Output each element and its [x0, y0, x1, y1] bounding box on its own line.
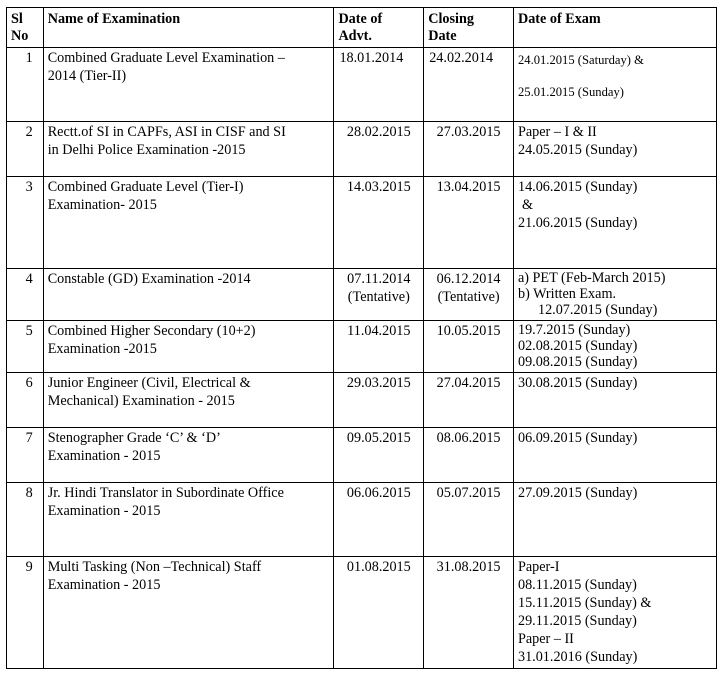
cell-closing-date: 27.03.2015: [424, 122, 514, 177]
header-closing-date: Closing Date: [424, 8, 514, 48]
cell-exam-name: Jr. Hindi Translator in Subordinate Office Examination - 2015: [43, 483, 334, 557]
cell-advt-date: 06.06.2015: [334, 483, 424, 557]
cell-sl-no: 5: [7, 321, 44, 373]
cell-exam-date: Paper – I & II 24.05.2015 (Sunday): [513, 122, 716, 177]
table-row: [7, 48, 717, 122]
table-row: [7, 122, 717, 177]
exam-schedule-table: [6, 7, 717, 669]
header-sl-no: Sl No: [7, 8, 44, 48]
cell-exam-date: 24.01.2015 (Saturday) & 25.01.2015 (Sunday): [513, 48, 716, 122]
cell-advt-date: 29.03.2015: [334, 373, 424, 428]
cell-exam-name: Stenographer Grade ‘C’ & ‘D’ Examination - 2015: [43, 428, 334, 483]
cell-exam-name: Multi Tasking (Non –Technical) Staff Examination - 2015: [43, 557, 334, 669]
cell-sl-no: 1: [7, 48, 44, 122]
cell-advt-date: 01.08.2015: [334, 557, 424, 669]
table-row: [7, 373, 717, 428]
cell-exam-name: Combined Higher Secondary (10+2) Examination -2015: [43, 321, 334, 373]
header-date-of-advt: Date of Advt.: [334, 8, 424, 48]
cell-advt-date: 18.01.2014: [334, 48, 424, 122]
cell-exam-date: 30.08.2015 (Sunday): [513, 373, 716, 428]
cell-sl-no: 7: [7, 428, 44, 483]
cell-exam-date: a) PET (Feb-March 2015) b) Written Exam. 12.07.2015 (Sunday): [513, 269, 716, 321]
header-name-of-examination: Name of Examination: [43, 8, 334, 48]
cell-exam-name: Combined Graduate Level (Tier-I) Examination- 2015: [43, 177, 334, 269]
cell-exam-date: 06.09.2015 (Sunday): [513, 428, 716, 483]
cell-exam-name: Junior Engineer (Civil, Electrical & Mechanical) Examination - 2015: [43, 373, 334, 428]
table-row: [7, 557, 717, 669]
table-row: [7, 483, 717, 557]
cell-exam-date: 19.7.2015 (Sunday) 02.08.2015 (Sunday) 09.08.2015 (Sunday): [513, 321, 716, 373]
cell-closing-date: 06.12.2014 (Tentative): [424, 269, 514, 321]
cell-closing-date: 10.05.2015: [424, 321, 514, 373]
table-row: [7, 177, 717, 269]
cell-sl-no: 9: [7, 557, 44, 669]
cell-closing-date: 05.07.2015: [424, 483, 514, 557]
cell-exam-name: Constable (GD) Examination -2014: [43, 269, 334, 321]
cell-sl-no: 6: [7, 373, 44, 428]
cell-closing-date: 27.04.2015: [424, 373, 514, 428]
cell-exam-name: Combined Graduate Level Examination – 2014 (Tier-II): [43, 48, 334, 122]
cell-closing-date: 24.02.2014: [424, 48, 514, 122]
cell-advt-date: 14.03.2015: [334, 177, 424, 269]
cell-closing-date: 31.08.2015: [424, 557, 514, 669]
table-row: [7, 269, 717, 321]
cell-sl-no: 2: [7, 122, 44, 177]
table-row: [7, 428, 717, 483]
cell-closing-date: 08.06.2015: [424, 428, 514, 483]
cell-exam-name: Rectt.of SI in CAPFs, ASI in CISF and SI in Delhi Police Examination -2015: [43, 122, 334, 177]
cell-exam-date: Paper-I 08.11.2015 (Sunday) 15.11.2015 (Sunday) & 29.11.2015 (Sunday) Paper – II 31.01.2016 (Sunday): [513, 557, 716, 669]
cell-sl-no: 4: [7, 269, 44, 321]
header-row: [7, 8, 717, 48]
cell-advt-date: 28.02.2015: [334, 122, 424, 177]
header-date-of-exam: Date of Exam: [513, 8, 716, 48]
cell-sl-no: 3: [7, 177, 44, 269]
cell-sl-no: 8: [7, 483, 44, 557]
cell-closing-date: 13.04.2015: [424, 177, 514, 269]
table-row: [7, 321, 717, 373]
cell-advt-date: 09.05.2015: [334, 428, 424, 483]
cell-exam-date: 14.06.2015 (Sunday) & 21.06.2015 (Sunday): [513, 177, 716, 269]
cell-exam-date: 27.09.2015 (Sunday): [513, 483, 716, 557]
cell-advt-date: 07.11.2014 (Tentative): [334, 269, 424, 321]
cell-advt-date: 11.04.2015: [334, 321, 424, 373]
